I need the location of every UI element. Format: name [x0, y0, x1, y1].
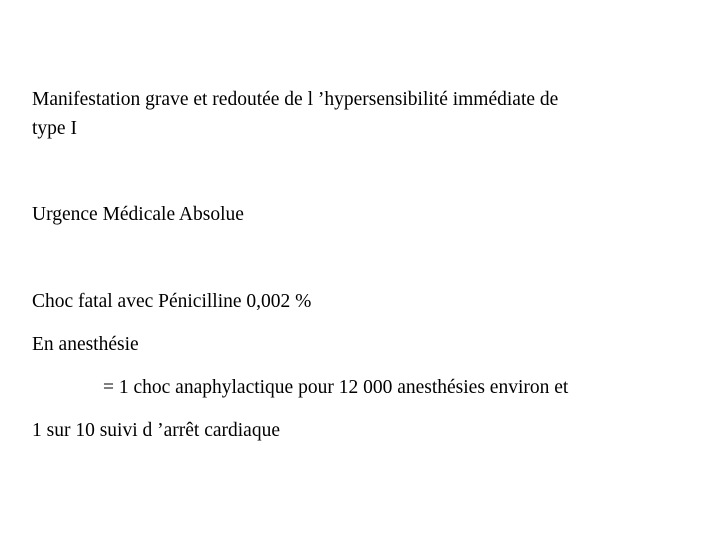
text-line-type: type I [32, 118, 77, 139]
text-line-penicillin: Choc fatal avec Pénicilline 0,002 % [32, 291, 312, 312]
text-line-urgency: Urgence Médicale Absolue [32, 204, 244, 225]
text-line-anesthesia-rate: = 1 choc anaphylactique pour 12 000 anesthésies environ et [103, 377, 569, 398]
text-line-definition: Manifestation grave et redoutée de l ’hypersensibilité immédiate de [32, 89, 559, 110]
text-line-cardiac-arrest: 1 sur 10 suivi d ’arrêt cardiaque [32, 420, 280, 441]
text-line-anesthesia: En anesthésie [32, 334, 139, 355]
